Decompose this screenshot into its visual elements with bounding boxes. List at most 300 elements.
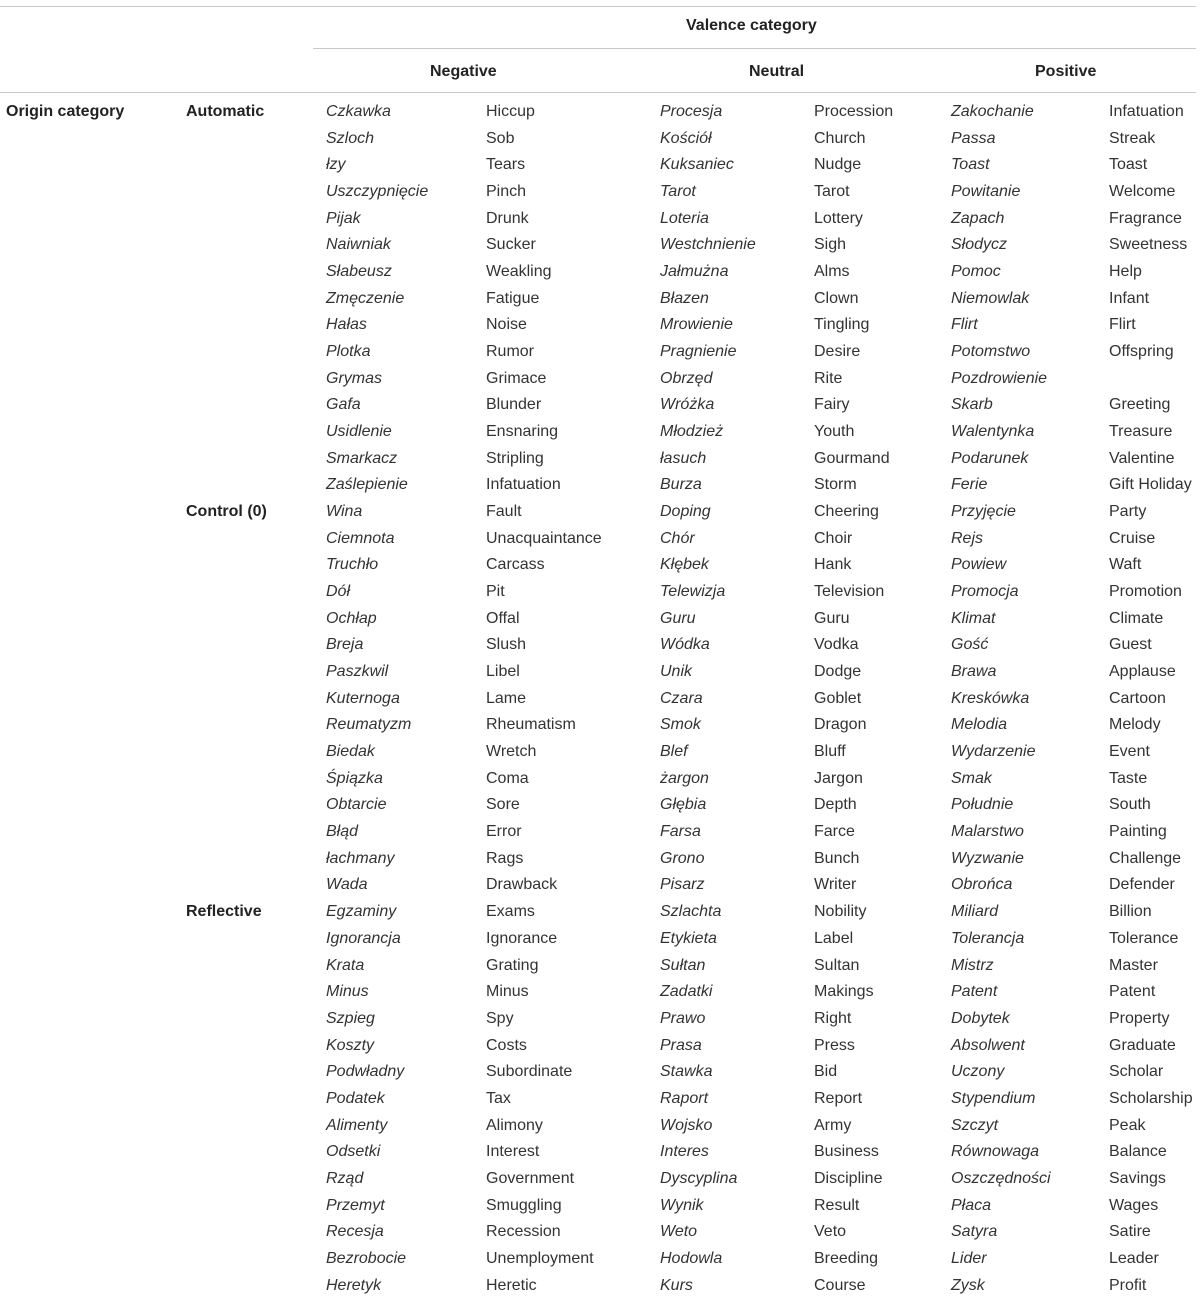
neutral-polish: Mrowienie: [660, 316, 733, 334]
positive-english: Treasure: [1109, 423, 1173, 441]
neutral-polish: Guru: [660, 609, 696, 627]
positive-english: Billion: [1109, 903, 1152, 921]
positive-polish: Stypendium: [951, 1089, 1036, 1107]
neutral-english: Goblet: [814, 689, 862, 707]
positive-english: Infant: [1109, 289, 1150, 307]
negative-english: Alimony: [486, 1116, 543, 1134]
positive-english: Applause: [1109, 663, 1176, 681]
negative-english: Blunder: [486, 396, 542, 414]
negative-english: Drawback: [486, 876, 558, 894]
row-spacer: [0, 606, 186, 633]
positive-polish: Wydarzenie: [951, 743, 1036, 761]
group-label-empty: [186, 953, 326, 980]
negative-english: Sucker: [486, 236, 536, 254]
positive-polish: Gość: [951, 636, 989, 654]
neutral-polish: Jałmużna: [660, 263, 729, 281]
positive-polish: Tolerancja: [951, 929, 1025, 947]
neutral-polish: Sułtan: [660, 956, 706, 974]
row-spacer: [0, 686, 186, 713]
negative-english: Stripling: [486, 449, 544, 467]
row-spacer: [0, 1113, 186, 1140]
neutral-polish: Unik: [660, 663, 693, 681]
positive-english: Sweetness: [1109, 236, 1188, 254]
positive-polish: Absolwent: [951, 1036, 1025, 1054]
valence-rule: [313, 48, 1196, 49]
group-label-empty: [186, 632, 326, 659]
neutral-english: Gourmand: [814, 449, 890, 467]
top-rule: [0, 6, 1196, 7]
group-label-empty: [186, 792, 326, 819]
word-table: [0, 99, 1200, 1299]
negative-english: Hiccup: [486, 103, 535, 120]
negative-polish: Błąd: [326, 823, 359, 841]
positive-english: Party: [1109, 503, 1147, 521]
neutral-polish: Pragnienie: [660, 343, 737, 361]
neutral-english: Cheering: [814, 503, 879, 521]
negative-english: Heretic: [486, 1276, 537, 1294]
positive-english: Leader: [1109, 1249, 1159, 1267]
negative-english: Exams: [486, 903, 535, 921]
row-spacer: [0, 259, 186, 286]
positive-english: Property: [1109, 1009, 1170, 1027]
neutral-english: Farce: [814, 823, 855, 841]
neutral-english: Writer: [814, 876, 857, 894]
negative-english: Unemployment: [486, 1249, 594, 1267]
row-spacer: [0, 1086, 186, 1113]
positive-polish: Płaca: [951, 1196, 992, 1214]
negative-polish: Czkawka: [326, 103, 391, 120]
negative-polish: Pijak: [326, 209, 361, 227]
positive-polish: Powitanie: [951, 183, 1021, 201]
neutral-english: Press: [814, 1036, 855, 1054]
negative-english: Offal: [486, 609, 520, 627]
positive-english: Taste: [1109, 769, 1148, 787]
positive-english: Cruise: [1109, 529, 1156, 547]
negative-english: Rags: [486, 849, 524, 867]
group-label-empty: [186, 366, 326, 393]
positive-polish: Dobytek: [951, 1009, 1010, 1027]
positive-english: Infatuation: [1109, 103, 1184, 120]
positive-english: Tolerance: [1109, 929, 1179, 947]
group-label-empty: [186, 552, 326, 579]
negative-polish: Rząd: [326, 1169, 364, 1187]
positive-english: [1109, 366, 1200, 393]
positive-polish: Uczony: [951, 1063, 1005, 1081]
row-spacer: [0, 899, 186, 926]
group-label-empty: [186, 1273, 326, 1300]
group-label-empty: [186, 1059, 326, 1086]
row-spacer: [0, 472, 186, 499]
negative-english: Rumor: [486, 343, 535, 361]
group-label-empty: [186, 712, 326, 739]
group-label-empty: [186, 526, 326, 553]
negative-polish: Hałas: [326, 316, 367, 334]
group-label-empty: [186, 286, 326, 313]
neutral-polish: Telewizja: [660, 583, 726, 601]
group-label-empty: [186, 392, 326, 419]
row-spacer: [0, 792, 186, 819]
group-label-empty: [186, 606, 326, 633]
neutral-english: Tarot: [814, 183, 850, 201]
positive-english: Graduate: [1109, 1036, 1176, 1054]
positive-polish: Passa: [951, 129, 996, 147]
neutral-english: Church: [814, 129, 866, 147]
negative-polish: Dół: [326, 583, 351, 601]
negative-polish: Przemyt: [326, 1196, 385, 1214]
negative-english: Smuggling: [486, 1196, 562, 1214]
neutral-polish: żargon: [660, 769, 709, 787]
neutral-polish: Młodzież: [660, 423, 724, 441]
positive-polish: Lider: [951, 1249, 987, 1267]
negative-english: Drunk: [486, 209, 529, 227]
positive-polish: Walentynka: [951, 423, 1035, 441]
neutral-polish: Procesja: [660, 103, 723, 120]
negative-english: Tax: [486, 1089, 511, 1107]
neutral-polish: Głębia: [660, 796, 707, 814]
negative-english: Grimace: [486, 369, 547, 387]
neutral-english: Tingling: [814, 316, 870, 334]
negative-polish: Paszkwil: [326, 663, 389, 681]
row-spacer: [0, 579, 186, 606]
positive-english: Event: [1109, 743, 1150, 761]
row-spacer: [0, 819, 186, 846]
neutral-polish: Loteria: [660, 209, 709, 227]
positive-english: Defender: [1109, 876, 1175, 894]
neutral-english: Vodka: [814, 636, 859, 654]
neutral-polish: Interes: [660, 1143, 709, 1161]
group-label-empty: [186, 1006, 326, 1033]
group-label-empty: [186, 179, 326, 206]
row-spacer: [0, 739, 186, 766]
negative-english: Pit: [486, 583, 505, 601]
negative-polish: Podatek: [326, 1089, 385, 1107]
group-label-empty: [186, 1086, 326, 1113]
negative-polish: Odsetki: [326, 1143, 381, 1161]
negative-polish: Obtarcie: [326, 796, 387, 814]
group-label-empty: [186, 419, 326, 446]
neutral-english: Dragon: [814, 716, 867, 734]
neutral-polish: Burza: [660, 476, 702, 494]
row-spacer: [0, 1219, 186, 1246]
neutral-english: Label: [814, 929, 854, 947]
row-spacer: [0, 392, 186, 419]
positive-polish: Niemowlak: [951, 289, 1030, 307]
negative-english: Fault: [486, 503, 522, 521]
positive-english: Peak: [1109, 1116, 1146, 1134]
row-spacer: [0, 766, 186, 793]
negative-polish: Wada: [326, 876, 368, 894]
row-spacer: [0, 206, 186, 233]
neutral-english: Choir: [814, 529, 853, 547]
positive-polish: Południe: [951, 796, 1014, 814]
neutral-english: Rite: [814, 369, 843, 387]
neutral-english: Procession: [814, 103, 894, 120]
positive-polish: Kreskówka: [951, 689, 1030, 707]
positive-english: Toast: [1109, 156, 1148, 174]
group-label-empty: [186, 872, 326, 899]
negative-polish: Podwładny: [326, 1063, 405, 1081]
positive-english: Help: [1109, 263, 1142, 281]
neutral-polish: Wróżka: [660, 396, 715, 414]
group-label-empty: [186, 686, 326, 713]
negative-english: Error: [486, 823, 522, 841]
neutral-english: Hank: [814, 556, 852, 574]
positive-english: Waft: [1109, 556, 1142, 574]
positive-polish: Potomstwo: [951, 343, 1031, 361]
row-spacer: [0, 312, 186, 339]
row-spacer: [0, 1193, 186, 1220]
neutral-polish: Smok: [660, 716, 701, 734]
negative-header: Negative: [430, 63, 497, 80]
neutral-polish: Dyscyplina: [660, 1169, 738, 1187]
negative-english: Grating: [486, 956, 539, 974]
row-spacer: [0, 1139, 186, 1166]
group-label-empty: [186, 1113, 326, 1140]
neutral-english: Makings: [814, 983, 874, 1001]
neutral-polish: Kościół: [660, 129, 712, 147]
neutral-english: Alms: [814, 263, 850, 281]
negative-english: Subordinate: [486, 1063, 573, 1081]
positive-polish: Szczyt: [951, 1116, 999, 1134]
positive-polish: Równowaga: [951, 1143, 1040, 1161]
positive-polish: Melodia: [951, 716, 1008, 734]
group-label: Control (0): [186, 503, 267, 521]
positive-polish: Zysk: [951, 1276, 985, 1294]
positive-polish: Obrońca: [951, 876, 1013, 894]
positive-english: Streak: [1109, 129, 1156, 147]
row-spacer: [0, 152, 186, 179]
positive-english: Climate: [1109, 609, 1164, 627]
negative-english: Rheumatism: [486, 716, 576, 734]
origin-category-label: Origin category: [6, 103, 125, 120]
negative-english: Sore: [486, 796, 520, 814]
row-spacer: [0, 1006, 186, 1033]
positive-polish: Patent: [951, 983, 998, 1001]
positive-english: Savings: [1109, 1169, 1166, 1187]
neutral-polish: Wojsko: [660, 1116, 713, 1134]
group-label-empty: [186, 766, 326, 793]
neutral-english: Guru: [814, 609, 850, 627]
negative-polish: Szloch: [326, 129, 375, 147]
negative-english: Unacquaintance: [486, 529, 602, 547]
negative-polish: Kuternoga: [326, 689, 400, 707]
positive-polish: Malarstwo: [951, 823, 1024, 841]
row-spacer: [0, 712, 186, 739]
negative-polish: Smarkacz: [326, 449, 398, 467]
group-label-empty: [186, 926, 326, 953]
neutral-polish: Błazen: [660, 289, 709, 307]
neutral-english: Report: [814, 1089, 863, 1107]
negative-polish: Ciemnota: [326, 529, 395, 547]
neutral-english: Discipline: [814, 1169, 883, 1187]
negative-english: Interest: [486, 1143, 540, 1161]
positive-english: Flirt: [1109, 316, 1136, 334]
group-label-empty: [186, 126, 326, 153]
neutral-english: Bid: [814, 1063, 838, 1081]
positive-polish: Satyra: [951, 1223, 998, 1241]
neutral-polish: Hodowla: [660, 1249, 723, 1267]
row-spacer: [0, 1166, 186, 1193]
positive-polish: Klimat: [951, 609, 996, 627]
negative-english: Wretch: [486, 743, 537, 761]
positive-english: Painting: [1109, 823, 1167, 841]
neutral-english: Right: [814, 1009, 852, 1027]
neutral-english: Television: [814, 583, 885, 601]
neutral-polish: Westchnienie: [660, 236, 756, 254]
negative-english: Sob: [486, 129, 515, 147]
negative-polish: Ignorancja: [326, 929, 401, 947]
row-spacer: [0, 659, 186, 686]
negative-polish: Naiwniak: [326, 236, 391, 254]
positive-polish: Słodycz: [951, 236, 1008, 254]
positive-polish: Flirt: [951, 316, 978, 334]
neutral-polish: Wynik: [660, 1196, 704, 1214]
group-label-empty: [186, 232, 326, 259]
group-label-empty: [186, 979, 326, 1006]
row-spacer: [0, 846, 186, 873]
neutral-english: Youth: [814, 423, 855, 441]
negative-polish: Koszty: [326, 1036, 375, 1054]
negative-polish: Szpieg: [326, 1009, 375, 1027]
neutral-polish: Grono: [660, 849, 705, 867]
row-spacer: [0, 446, 186, 473]
neutral-english: Course: [814, 1276, 866, 1294]
negative-polish: Bezrobocie: [326, 1249, 407, 1267]
negative-english: Lame: [486, 689, 527, 707]
positive-polish: Powiew: [951, 556, 1007, 574]
neutral-polish: Kuksaniec: [660, 156, 734, 174]
negative-polish: Minus: [326, 983, 369, 1001]
negative-polish: Słabeusz: [326, 263, 392, 281]
negative-polish: Usidlenie: [326, 423, 392, 441]
negative-polish: Uszczypnięcie: [326, 183, 429, 201]
positive-english: Wages: [1109, 1196, 1159, 1214]
positive-polish: Przyjęcie: [951, 503, 1016, 521]
row-spacer: [0, 339, 186, 366]
negative-english: Libel: [486, 663, 520, 681]
row-spacer: [0, 632, 186, 659]
neutral-polish: Farsa: [660, 823, 701, 841]
negative-polish: Egzaminy: [326, 903, 397, 921]
negative-english: Ensnaring: [486, 423, 559, 441]
group-label-empty: [186, 1246, 326, 1273]
valence-category-header: Valence category: [686, 17, 817, 34]
row-spacer: [0, 526, 186, 553]
positive-english: Greeting: [1109, 396, 1171, 414]
positive-header: Positive: [1035, 63, 1097, 80]
neutral-english: Result: [814, 1196, 860, 1214]
group-label-empty: [186, 312, 326, 339]
positive-polish: Podarunek: [951, 449, 1029, 467]
positive-english: Balance: [1109, 1143, 1167, 1161]
row-spacer: [0, 979, 186, 1006]
group-label-empty: [186, 1219, 326, 1246]
neutral-english: Nudge: [814, 156, 862, 174]
row-spacer: [0, 1273, 186, 1300]
negative-english: Fatigue: [486, 289, 540, 307]
neutral-polish: Pisarz: [660, 876, 705, 894]
positive-english: South: [1109, 796, 1151, 814]
positive-english: Satire: [1109, 1223, 1151, 1241]
negative-polish: Recesja: [326, 1223, 384, 1241]
positive-polish: Toast: [951, 156, 990, 174]
group-label-empty: [186, 339, 326, 366]
negative-polish: Breja: [326, 636, 364, 654]
neutral-polish: Doping: [660, 503, 711, 521]
header-bottom-rule: [0, 92, 1196, 93]
positive-english: Welcome: [1109, 183, 1176, 201]
row-spacer: [0, 179, 186, 206]
neutral-english: Army: [814, 1116, 852, 1134]
negative-polish: Grymas: [326, 369, 382, 387]
row-spacer: [0, 1246, 186, 1273]
negative-polish: Biedak: [326, 743, 375, 761]
positive-english: Guest: [1109, 636, 1152, 654]
neutral-polish: Prawo: [660, 1009, 706, 1027]
positive-english: Promotion: [1109, 583, 1182, 601]
neutral-english: Dodge: [814, 663, 862, 681]
negative-english: Carcass: [486, 556, 545, 574]
neutral-polish: Weto: [660, 1223, 698, 1241]
neutral-polish: Kłębek: [660, 556, 709, 574]
negative-english: Costs: [486, 1036, 527, 1054]
neutral-english: Clown: [814, 289, 859, 307]
neutral-english: Desire: [814, 343, 861, 361]
positive-polish: Brawa: [951, 663, 997, 681]
group-label: Reflective: [186, 903, 262, 921]
negative-polish: Heretyk: [326, 1276, 382, 1294]
row-spacer: [0, 99, 186, 126]
positive-polish: Smak: [951, 769, 992, 787]
group-label-empty: [186, 659, 326, 686]
neutral-polish: Obrzęd: [660, 369, 713, 387]
group-label-empty: [186, 1193, 326, 1220]
neutral-polish: Raport: [660, 1089, 709, 1107]
negative-polish: łachmany: [326, 849, 395, 867]
negative-polish: Gafa: [326, 396, 361, 414]
group-label-empty: [186, 472, 326, 499]
neutral-english: Fairy: [814, 396, 850, 414]
group-label-empty: [186, 1033, 326, 1060]
neutral-polish: Zadatki: [660, 983, 713, 1001]
positive-polish: Skarb: [951, 396, 993, 414]
negative-polish: Śpiązka: [326, 769, 383, 787]
row-spacer: [0, 126, 186, 153]
negative-polish: Truchło: [326, 556, 379, 574]
positive-polish: Zakochanie: [951, 103, 1034, 120]
group-label-empty: [186, 206, 326, 233]
negative-polish: Wina: [326, 503, 363, 521]
positive-english: Valentine: [1109, 449, 1175, 467]
negative-english: Pinch: [486, 183, 527, 201]
negative-polish: łzy: [326, 156, 346, 174]
neutral-english: Nobility: [814, 903, 867, 921]
neutral-polish: Wódka: [660, 636, 710, 654]
neutral-english: Business: [814, 1143, 879, 1161]
group-label-empty: [186, 1139, 326, 1166]
neutral-english: Veto: [814, 1223, 847, 1241]
negative-english: Weakling: [486, 263, 552, 281]
negative-polish: Alimenty: [326, 1116, 388, 1134]
row-spacer: [0, 926, 186, 953]
positive-english: Cartoon: [1109, 689, 1166, 707]
row-spacer: [0, 286, 186, 313]
neutral-polish: Prasa: [660, 1036, 702, 1054]
negative-polish: Krata: [326, 956, 365, 974]
row-spacer: [0, 419, 186, 446]
row-spacer: [0, 552, 186, 579]
negative-english: Tears: [486, 156, 526, 174]
